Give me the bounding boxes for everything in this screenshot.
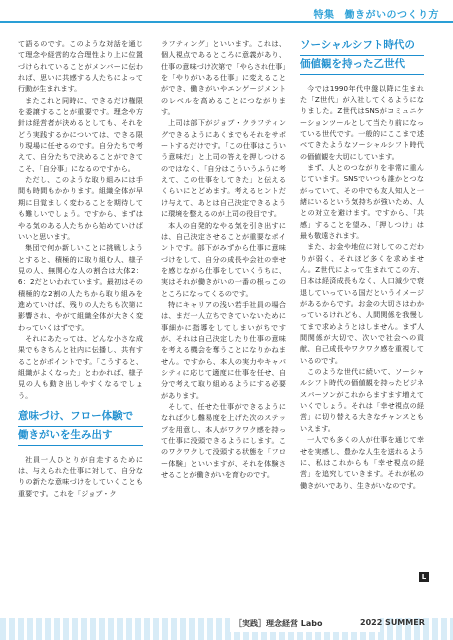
column-1 bbox=[18, 38, 143, 499]
column-3 bbox=[300, 38, 424, 491]
page-header bbox=[0, 0, 453, 28]
paragraph: ラフティング」といいます。これは、個人視点であるところに意義があり、仕事の意味づけ次第で「やらされ仕事」を「やりがいある仕事」に変えることができ、働きがいやエンゲージメントのレベルを高めることにつながります。 bbox=[161, 39, 286, 117]
paragraph: て語るのです。このような対話を通じて理念や経営的な合理性より上に位置づけられていることがメンバーに伝われば、思いに共感する人たちによって行動が生まれます。 bbox=[18, 39, 143, 94]
paragraph: 特にキャリアの浅い若手社員の場合は、まだ一人立ちできていないために事細かに指導をしてしまいがちですが、それは自己決定したり仕事の意味を考える機会を奪うことになりかねません。ですから、本人の実力やキャパシティに応じて適度に仕事を任せ、自分で考えて取り組めるようにする必要があります。 bbox=[161, 299, 286, 400]
column-2 bbox=[161, 38, 286, 480]
paragraph: 集団で何か新しいことに挑戦しようとすると、積極的に取り組む人、様子見の人、無関心な人の割合は大体2：6：2だといわれています。最初はその積極的な2割の人たちから取り組みを進めていけば、残りの人たちも次第に影響され、やがて組織全体が大きく変わっていくはずです。 bbox=[18, 243, 143, 332]
section-heading-social-shift bbox=[300, 38, 424, 75]
footer-magazine-title: ［実践］理念経営 Labo bbox=[234, 619, 323, 628]
paragraph: 上司は部下がジョブ・クラフティングできるようにあくまでもそれをサポートするだけです。「この仕事はこういう意味だ」と上司の答えを押しつけるのではなく、「自分はこういうふうに考えて、この仕事をしてきた」と伝えるくらいにとどめます。考えるヒントだけ与えて、あとは自己決定できるように環境を整えるのが上司の役目です。 bbox=[161, 118, 286, 219]
paragraph: 本人の自発的なやる気を引き出すには、自己決定させることが重要なポイントです。部下がみずから仕事に意味づけをして、自分の成長や会社の幸せを感じながら仕事をしていくうちに、実はそれが働きがいの一番の根っこのところになってくるのです。 bbox=[161, 220, 286, 298]
header-text bbox=[314, 6, 439, 21]
paragraph: そして、任せた仕事ができるようになれば少し難易度を上げた次のステップを用意し、本人がワクワク感を持って仕事に没頭できるようにします。このワクワクして没頭する状態を「フロー体験」といいますが、それを体験させることが働きがいを育むのです。 bbox=[161, 402, 286, 480]
heading-line: ソーシャルシフト時代の bbox=[300, 38, 424, 56]
heading-line: 意味づけ、フロー体験で bbox=[18, 409, 143, 427]
paragraph: 今では1990年代中盤以降に生まれた「Z世代」が入社してくるようになりました。Z世代はSNSがコミュニケーションツールとして当たり前になっている世代です。一般的にここまで述べてきたようなソーシャルシフト時代の価値観を大切にしています。 bbox=[300, 83, 424, 161]
section-heading-flow bbox=[18, 409, 143, 446]
page-footer bbox=[0, 604, 453, 640]
paragraph: まず、人とのつながりを非常に重んじています。SNSでいつも誰かとつながっていて、その中でも友人知人と一緒にいるという気持ちが強いため、人との対立を避けます。ですから、「共感」することを望み、「押しつけ」は最も敬遠されます。 bbox=[300, 162, 424, 240]
end-mark-icon: L bbox=[419, 572, 429, 582]
paragraph: またこれと同時に、できるだけ権限を委譲することが重要です。理念や方針は経営者が決めるとしても、それをどう実践するかについては、できる限り現場に任せるのです。自分たちで考えて、自分たちで決めることができてこそ、「自分事」になるのですから。 bbox=[18, 95, 143, 173]
paragraph: また、お金や地位に対してのこだわりが弱く、それほど多くを求めません。Z世代によって生まれてこの方、日本は経済成長もなく、人口減少で衰退していっている国だというイメージがあるからです。お金の大切さはわかっているけれども、人間関係を我慢してまで求めようとはしません。まず人間関係が大切で、次いで社会への貢献、自己成長やワクワク感を重視しているのです。 bbox=[300, 242, 424, 365]
heading-line: 価値観を持った乙世代 bbox=[300, 57, 424, 75]
header-rule bbox=[0, 21, 453, 23]
paragraph: ただし、このような取り組みには手間も時間もかかります。組織全体が早期に目覚ましく変わることを期待しても難しいでしょう。ですから、まずはやる気のある人たちから始めていけばいいと思います。 bbox=[18, 175, 143, 241]
header-tag: 特集 bbox=[313, 10, 335, 21]
footer-issue: 2022 SUMMER bbox=[360, 618, 425, 627]
paragraph: このような世代に続いて、ソーシャルシフト時代の価値観を持ったビジネスパーソンがこれからますます増えていくでしょう。それは「幸せ視点の経営」に切り替える大きなチャンスともいえます。 bbox=[300, 367, 424, 433]
paragraph: それにあたっては、どんな小さな成果でもきちんと社内に伝播し、共有することがポイントです。「こうすると、組織がよくなった」とわかれば、様子見の人も動き出しやすくなるでしょう。 bbox=[18, 333, 143, 400]
paragraph: 一人でも多くの人が仕事を通じて幸せを実感し、豊かな人生を送れるように、私はこれからも「幸せ視点の経営」を追究していきます。それが私の働きがいであり、生きがいなのです。 bbox=[300, 435, 424, 490]
paragraph: 社員一人ひとりが自走するためには、与えられた仕事に対して、自分なりの新たな意味づけをしていくことも重要です。これを「ジョブ・ク bbox=[18, 454, 143, 498]
header-title: 働きがいのつくり方 bbox=[344, 10, 439, 21]
heading-line: 働きがいを生み出す bbox=[18, 428, 143, 446]
